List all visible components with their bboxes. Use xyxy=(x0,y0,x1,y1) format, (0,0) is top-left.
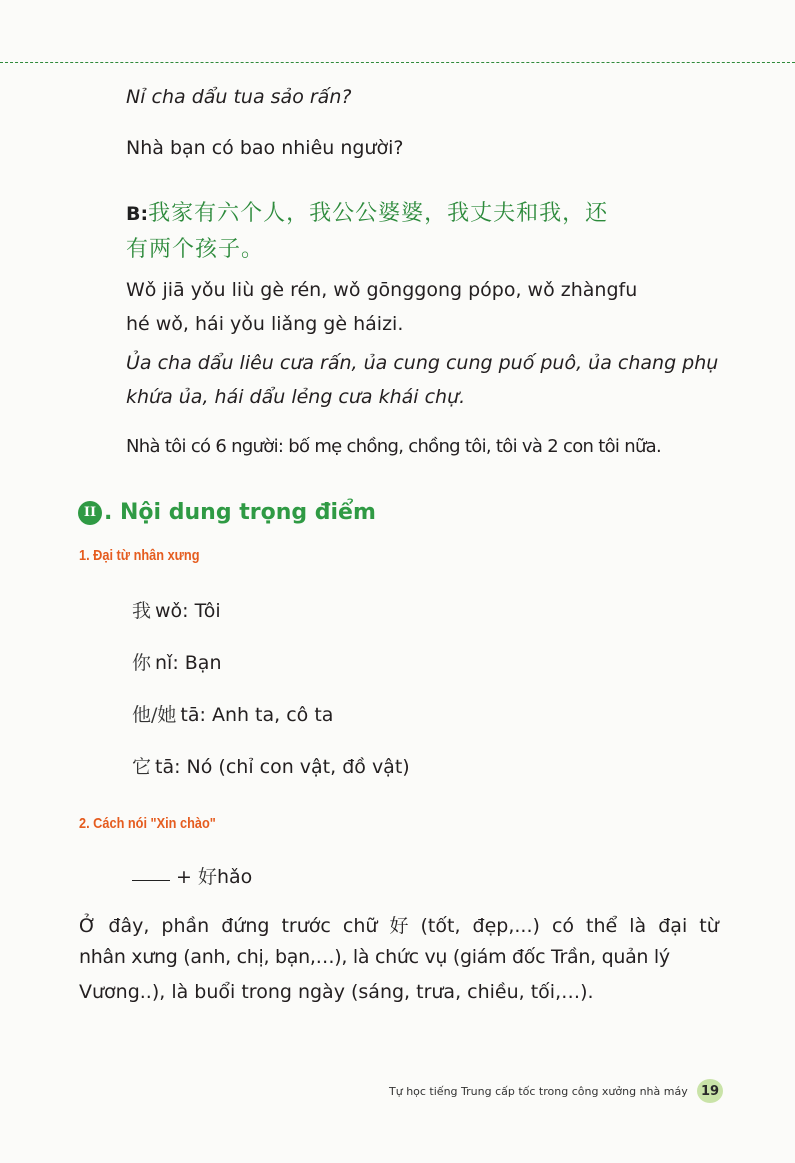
section-title: . Nội dung trọng điểm xyxy=(104,500,376,525)
answer-chinese-text-1: 我家有六个人，我公公婆婆，我丈夫和我，还 xyxy=(148,201,609,226)
question-phonetic: Nỉ cha dẩu tua sảo rấn? xyxy=(126,86,352,108)
formula-pinyin: hǎo xyxy=(216,866,253,888)
answer-pinyin-line-1: Wǒ jiā yǒu liù gè rén, wǒ gōnggong pópo, wǒ zhàngfu xyxy=(126,279,638,301)
answer-chinese-line-2: 有两个孩子。 xyxy=(126,237,265,262)
section-number-badge: II xyxy=(78,501,102,525)
footer-book-title: Tự học tiếng Trung cấp tốc trong công xưởng nhà máy xyxy=(389,1085,688,1098)
pronoun-meaning: tā: Nó (chỉ con vật, đồ vật) xyxy=(155,756,410,778)
pronoun-item xyxy=(132,596,221,623)
explanation-line-3: Vương..), là buổi trong ngày (sáng, trưa, chiều, tối,…). xyxy=(79,981,594,1003)
answer-phonetic-line-2: khứa ủa, hái dẩu lẻng cưa khái chự. xyxy=(126,386,466,408)
explanation-line-1: Ở đây, phần đứng trước chữ 好 (tốt, đẹp,...) có thể là đại từ xyxy=(79,915,719,937)
pronoun-meaning: nǐ: Bạn xyxy=(155,652,222,674)
subheading-greeting: 2. Cách nói "Xin chào" xyxy=(79,815,216,832)
pronoun-item xyxy=(132,700,333,727)
speaker-b-label: B: xyxy=(126,203,149,225)
pronoun-item xyxy=(132,648,222,675)
pronoun-meaning: wǒ: Tôi xyxy=(155,600,221,622)
pronoun-hanzi: 你 xyxy=(132,652,152,674)
answer-pinyin-line-2: hé wǒ, hái yǒu liǎng gè háizi. xyxy=(126,313,404,335)
pronoun-hanzi: 我 xyxy=(132,600,152,622)
section-heading xyxy=(78,500,376,525)
answer-phonetic-line-1: Ủa cha dẩu liêu cưa rấn, ủa cung cung puố puô, ủa chang phụ xyxy=(126,352,719,374)
greeting-formula xyxy=(132,862,252,889)
answer-chinese-line-1 xyxy=(126,196,608,227)
explanation-line-2: nhân xưng (anh, chị, bạn,…), là chức vụ (giám đốc Trần, quản lý xyxy=(79,946,670,968)
pronoun-meaning: tā: Anh ta, cô ta xyxy=(180,704,334,726)
answer-translation: Nhà tôi có 6 người: bố mẹ chồng, chồng tôi, tôi và 2 con tôi nữa. xyxy=(126,436,662,457)
top-dashed-divider xyxy=(0,62,795,63)
page-number: 19 xyxy=(697,1079,723,1103)
subheading-personal-pronouns: 1. Đại từ nhân xưng xyxy=(79,547,200,564)
formula-plus: + xyxy=(176,866,198,888)
formula-hanzi: 好 xyxy=(197,866,217,888)
pronoun-hanzi: 它 xyxy=(132,756,152,778)
question-translation: Nhà bạn có bao nhiêu người? xyxy=(126,137,404,159)
pronoun-item xyxy=(132,752,410,779)
blank-line xyxy=(132,880,170,881)
pronoun-hanzi: 他/她 xyxy=(132,704,177,726)
